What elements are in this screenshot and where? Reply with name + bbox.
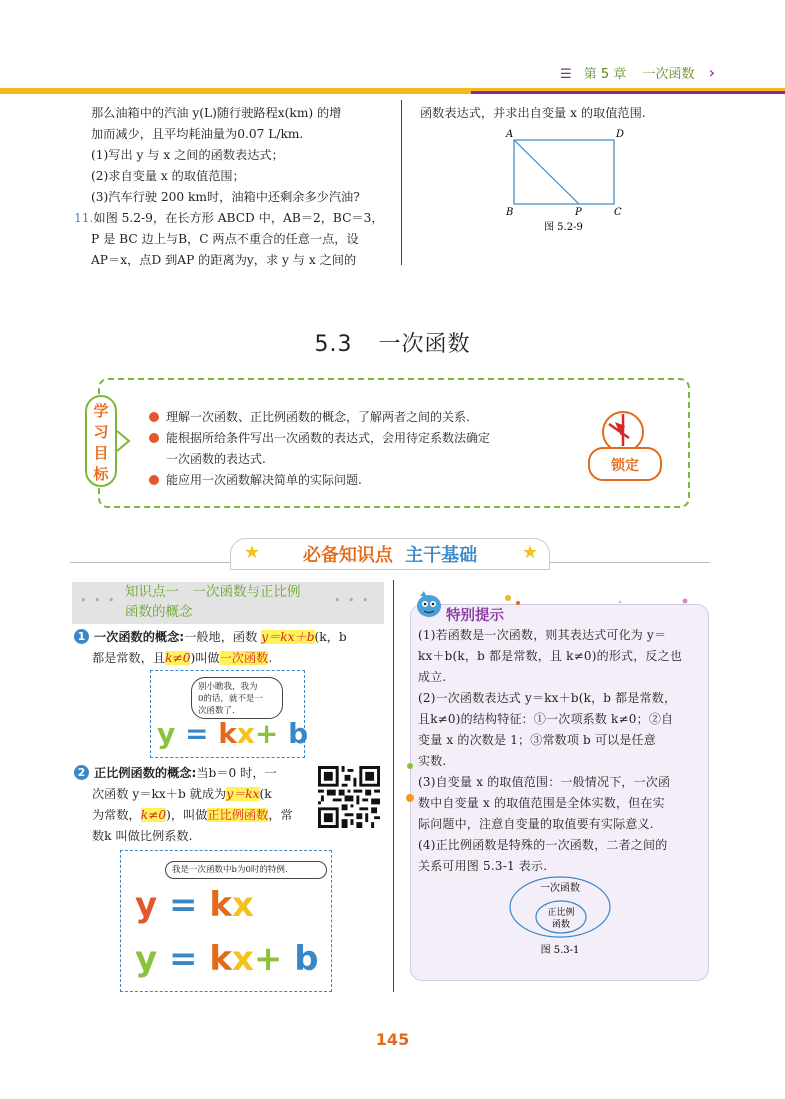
qr-code-icon[interactable] <box>318 766 380 828</box>
objective-item <box>149 428 490 449</box>
objective-text: 能应用一次函数解决简单的实际问题. <box>166 473 362 487</box>
objective-text: 一次函数的表达式. <box>166 452 266 466</box>
concept-text: . <box>268 651 273 665</box>
tip-line: 变量 x 的次数是 1；③常数项 b 可以是任意 <box>418 733 656 747</box>
kp-line2: 函数的概念 <box>125 604 193 620</box>
tip-line: (3)自变量 x 的取值范围：一般情况下，一次函 <box>418 775 671 789</box>
concept-text: 次函数 y＝kx＋b 就成为 <box>92 787 227 801</box>
star-icon: ★ <box>522 542 539 563</box>
mascot-icon <box>412 588 446 620</box>
venn-outer-label: 一次函数 <box>540 883 580 894</box>
problem-10-line: 那么油箱中的汽油 y(L)随行驶路程x(km) 的增 <box>91 106 342 120</box>
cartoon-proportional-function <box>120 850 332 992</box>
banner-title <box>230 541 550 567</box>
chevron-right-icon[interactable]: › <box>708 63 715 82</box>
tag-char: 学 <box>93 402 109 420</box>
tip-line: (2)一次函数表达式 y＝kx＋b(k，b 都是常数， <box>418 691 677 705</box>
concept-text: ，常 <box>268 808 293 822</box>
tip-line: 成立. <box>418 670 447 684</box>
tag-char: 习 <box>93 423 109 441</box>
objective-item <box>149 407 490 428</box>
term-highlight: 正比例函数 <box>207 808 269 822</box>
label-p: P <box>575 207 582 218</box>
problem-11-line: 函数表达式，并求出自变量 x 的取值范围. <box>420 106 646 120</box>
problem-10-question: (1)写出 y 与 x 之间的函数表达式； <box>91 148 284 162</box>
label-b: B <box>506 207 514 218</box>
concept-text: )，叫做 <box>166 808 208 822</box>
bubble-line: 别小瞧我，我为 <box>198 682 258 692</box>
venn-inner-label: 正比例 <box>547 908 575 918</box>
section-title <box>0 327 785 358</box>
objective-text: 能根据所给条件写出一次函数的表达式，会用待定系数法确定 <box>166 431 491 445</box>
kp-line1: 知识点一 一次函数与正比例 <box>125 584 301 600</box>
star-icon: ★ <box>244 542 261 563</box>
objective-item-cont <box>149 449 490 470</box>
tip-line: (1)若函数是一次函数，则其表达式可化为 y＝ <box>418 628 667 642</box>
label-c: C <box>614 207 622 218</box>
section-number: 5.3 <box>314 332 353 357</box>
problem-10-question: (2)求自变量 x 的取值范围； <box>91 169 245 183</box>
figure-caption: 图 5.2-9 <box>544 222 583 233</box>
term-highlight: 一次函数 <box>219 651 269 665</box>
chapter-header <box>560 63 715 82</box>
formula-highlight: y＝kx <box>226 787 260 801</box>
concept-linear-function <box>74 627 390 669</box>
tip-line: 实数. <box>418 754 447 768</box>
chapter-number: 第 5 章 <box>583 67 627 82</box>
cartoon-linear-function <box>150 670 309 758</box>
tip-line: kx＋b(k，b 都是常数，且 k≠0)的形式，反之也 <box>418 649 683 663</box>
venn-caption: 图 5.3-1 <box>540 945 580 956</box>
badge-icon: 1 <box>74 629 89 644</box>
problem-11-line: 如图 5.2-9，在长方形 ABCD 中，AB＝2，BC＝3， <box>93 211 384 225</box>
tip-line: 数中自变量 x 的取值范围是全体实数，但在实 <box>418 796 665 810</box>
bullet-icon <box>149 475 159 485</box>
speech-bubble <box>191 677 283 719</box>
bubble-line: 次函数了. <box>198 706 235 716</box>
column-divider <box>401 100 402 265</box>
target-lock-icon <box>585 402 667 488</box>
problem-10-question: (3)汽车行驶 200 km时，油箱中还剩余多少汽油? <box>91 190 360 204</box>
speech-bubble: 我是一次函数中b为0时的特例. <box>165 861 327 879</box>
problem-10-text <box>74 103 397 271</box>
problem-10-line: 加而减少，且平均耗油量为0.07 L/km. <box>91 127 304 141</box>
section-name: 一次函数 <box>378 332 471 357</box>
tip-content <box>418 625 682 877</box>
tag-char: 标 <box>93 465 109 483</box>
concept-text: 数k 叫做比例系数. <box>92 829 193 843</box>
bubble-line: 0的话，就不是一 <box>198 694 263 704</box>
concept-text: 都是常数，且 <box>92 651 166 665</box>
problem-11-cont <box>420 103 646 124</box>
problem-11-line: AP＝x，点D 到AP 的距离为y，求 y 与 x 之间的 <box>91 253 357 267</box>
problem-11-line: P 是 BC 边上与B，C 两点不重合的任意一点，设 <box>91 232 359 246</box>
arrow-right-icon <box>116 430 132 452</box>
concept-text: 当b＝0 时，一 <box>196 766 277 780</box>
dots-decoration: • • • <box>334 594 371 607</box>
rectangle-shape <box>514 140 614 204</box>
concept-text: (k <box>259 787 272 801</box>
figure-rectangle-abcd <box>500 126 640 238</box>
objectives-list <box>149 407 490 491</box>
segment-ap <box>514 140 579 204</box>
concept-text: (k，b <box>314 630 347 644</box>
banner-part1: 必备知识点 <box>302 545 393 566</box>
problem-11-number: 11. <box>74 211 94 225</box>
formula-highlight: y＝kx＋b <box>261 630 315 644</box>
venn-diagram <box>505 873 615 959</box>
bullet-icon <box>149 433 159 443</box>
dots-decoration <box>500 594 700 610</box>
page-number: 145 <box>375 1030 410 1049</box>
concept-text: )叫做 <box>190 651 220 665</box>
cartoon-formula-2: y = kx+ b <box>135 939 319 979</box>
objective-text: 理解一次函数、正比例函数的概念，了解两者之间的关系. <box>166 410 470 424</box>
objective-item <box>149 470 490 491</box>
concept-heading: 正比例函数的概念: <box>94 766 197 780</box>
tip-line: 际问题中，注意自变量的取值要有实际意义. <box>418 817 654 831</box>
venn-inner-label: 函数 <box>551 920 571 930</box>
label-a: A <box>506 129 514 140</box>
tag-char: 目 <box>93 444 109 462</box>
condition-highlight: k≠0 <box>165 651 191 665</box>
dots-decoration <box>404 760 416 804</box>
objectives-tag <box>85 395 117 487</box>
dots-decoration: • • • <box>80 594 117 607</box>
tip-line: (4)正比例函数是特殊的一次函数，二者之间的 <box>418 838 668 852</box>
badge-icon: 2 <box>74 765 89 780</box>
cartoon-formula: y = kx+ b <box>157 717 309 750</box>
concept-heading: 一次函数的概念: <box>94 630 185 644</box>
header-bar-purple <box>0 91 785 94</box>
banner-part2: 主干基础 <box>405 545 478 566</box>
concept-text: 为常数， <box>92 808 141 822</box>
condition-highlight: k≠0 <box>140 808 167 822</box>
tip-line: 关系可用图 5.3-1 表示. <box>418 859 548 873</box>
cartoon-formula-1: y = kx <box>135 885 254 925</box>
tip-title: 特别提示 <box>446 608 504 624</box>
lock-label: 锁定 <box>611 458 639 474</box>
list-icon: ☰ <box>559 67 572 82</box>
knowledge-point-title <box>125 582 301 622</box>
bullet-icon <box>149 412 159 422</box>
concept-text: 一般地，函数 <box>184 630 262 644</box>
tip-line: 且k≠0)的结构特征：①一次项系数 k≠0；②自 <box>418 712 674 726</box>
chapter-title: 一次函数 <box>642 67 695 82</box>
label-d: D <box>616 129 625 140</box>
